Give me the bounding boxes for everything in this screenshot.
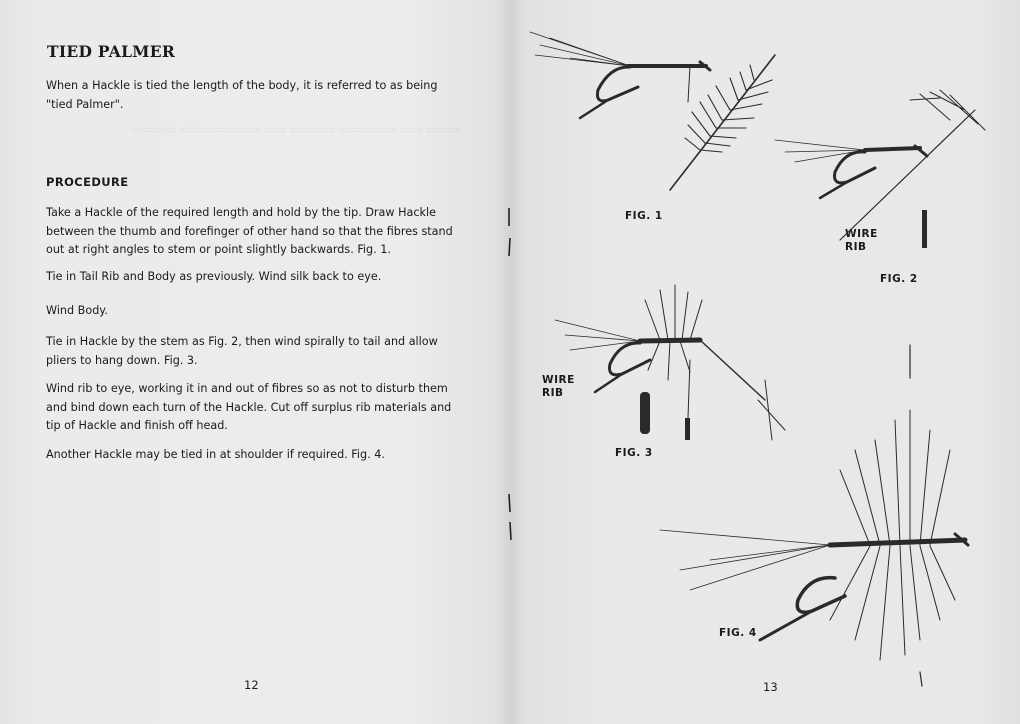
- procedure-heading: PROCEDURE: [46, 175, 129, 189]
- fig1-label: FIG. 1: [625, 210, 663, 222]
- fig3-drawing: [555, 285, 785, 440]
- step-paragraph: Tie in Tail Rib and Body as previously. Wind silk back to eye.: [46, 270, 382, 283]
- page-title: TIED PALMER: [47, 42, 176, 61]
- fig3-label: FIG. 3: [615, 447, 653, 459]
- fly-tying-illustrations: [510, 0, 1020, 724]
- fig2-label: FIG. 2: [880, 273, 918, 285]
- intro-paragraph: When a Hackle is tied the length of the body, it is referred to as being "tied Palmer".: [46, 79, 438, 111]
- page-number: 13: [763, 680, 778, 694]
- fig4-label: FIG. 4: [719, 627, 757, 639]
- step-paragraph: Another Hackle may be tied in at shoulder if required. Fig. 4.: [46, 448, 385, 461]
- fig1-drawing: [530, 32, 775, 190]
- step-paragraph: Wind Body.: [46, 304, 108, 317]
- fig2-drawing: [775, 90, 985, 248]
- page-number: 12: [244, 678, 259, 692]
- step-paragraph: Take a Hackle of the required length and hold by the tip. Draw Hackle between the thumb and forefinger of other hand so that the fibres stand out at right angles to stem or point slightly backwards. Fig. 1.: [46, 206, 453, 256]
- step-paragraph: Wind rib to eye, working it in and out of fibres so as not to disturb them and bind down each turn of the Hackle. Cut off surplus rib materials and tip of Hackle and finish off head.: [46, 382, 452, 432]
- fig4-drawing: [660, 345, 968, 686]
- show-through-text: ▭▭▭ ▭▭ ▭▭▭▭▭ ▭▭▭▭ ▭▭ ▭▭▭▭▭▭▭ ▭▭▭▭: [130, 122, 460, 136]
- step-paragraph: Tie in Hackle by the stem as Fig. 2, then wind spirally to tail and allow pliers to hang down. Fig. 3.: [46, 335, 438, 367]
- fig3-wire-rib-callout: WIRE RIB: [542, 374, 575, 399]
- fig2-wire-rib-callout: WIRE RIB: [845, 228, 878, 253]
